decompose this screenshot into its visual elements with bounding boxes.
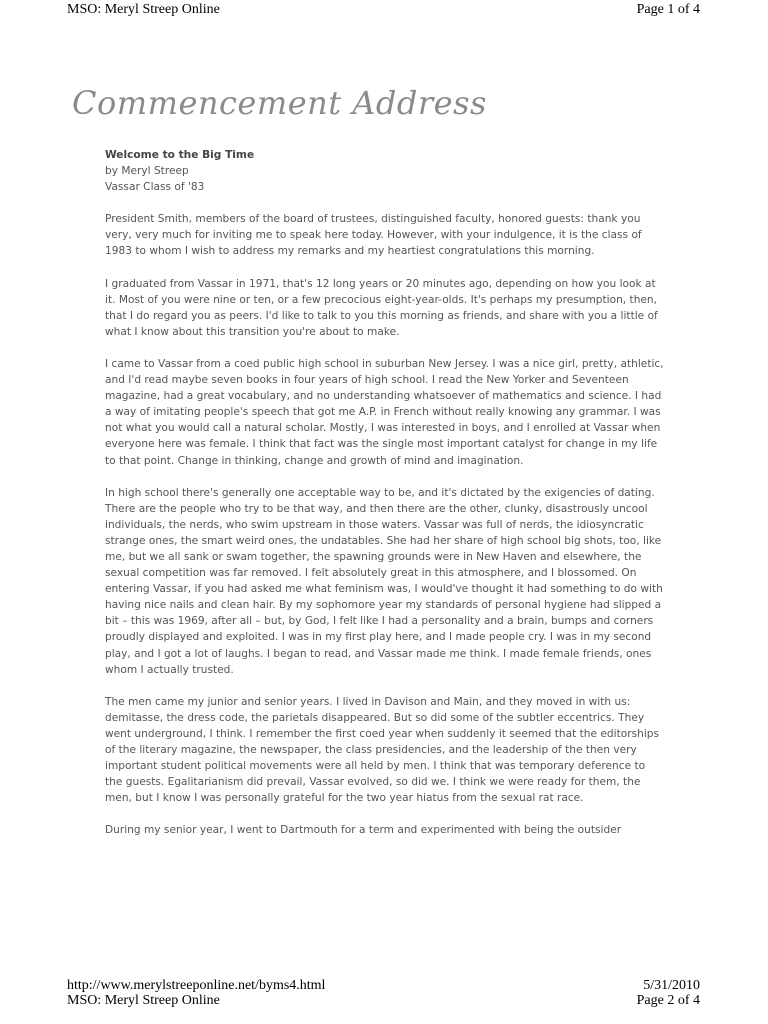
header-page-number: Page 1 of 4 [636, 2, 700, 17]
article-class-line: Vassar Class of '83 [105, 181, 205, 194]
footer-url-link[interactable]: http://www.merylstreeponline.net/byms4.html [67, 978, 326, 993]
footer-row-current [67, 978, 700, 993]
header-site-name: MSO: Meryl Streep Online [67, 2, 220, 17]
article-title: Welcome to the Big Time [105, 149, 255, 161]
footer-date: 5/31/2010 [643, 978, 700, 993]
footer-next-page-number: Page 2 of 4 [636, 993, 700, 1008]
print-header [67, 2, 700, 18]
paragraph-2: I graduated from Vassar in 1971, that's 12 long years or 20 minutes ago, depending on how you look at it. Most of you were nine or ten, or a few precocious eight-year-olds. It's perhaps my presumption, then, that I do regard you as peers. I'd like to talk to you this morning as friends, and share with you a little of what I know about this transition you're about to make. [105, 277, 658, 338]
footer-next-site-name: MSO: Meryl Streep Online [67, 993, 220, 1008]
paragraph-5: The men came my junior and senior years. I lived in Davison and Main, and they moved in with us: demitasse, the dress code, the parietals disappeared. But so did some of the subtler eccentrics. They went underground, I think. I remember the first coed year when suddenly it seemed that the editorships of the literary magazine, the newspaper, the class presidencies, and the leadership of the then very important student political movements were all held by men. I think that was temporary deference to the guests. Egalitarianism did prevail, Vassar evolved, so did we. I think we were ready for them, the men, but I know I was personally grateful for the two year hiatus from the sexual rat race. [105, 695, 660, 805]
article-heading [105, 147, 665, 195]
article-body [105, 147, 665, 838]
page-title: Commencement Address [72, 84, 487, 122]
paragraph-6: During my senior year, I went to Dartmouth for a term and experimented with being the outsider [105, 824, 622, 837]
article-byline: by Meryl Streep [105, 165, 189, 178]
paragraph-1: President Smith, members of the board of trustees, distinguished faculty, honored guests: thank you very, very much for inviting me to speak here today. However, with your indulgence, it is the class of 1983 to whom I wish to address my remarks and my heartiest congratulations this morning. [105, 213, 642, 258]
paragraph-4: In high school there's generally one acceptable way to be, and it's dictated by the exigencies of dating. There are the people who try to be that way, and then there are the other, clunky, disastrously uncool individuals, the nerds, who swim upstream in those waters. Vassar was full of nerds, the idiosyncratic strange ones, the smart weird ones, the undatables. She had her share of high school big shots, too, like me, but we all sank or swam together, the spawning grounds were in New Haven and elsewhere, the sexual competition was far removed. I felt absolutely great in this atmosphere, and I blossomed. On entering Vassar, if you had asked me what feminism was, I would've thought it had something to do with having nice nails and clean hair. By my sophomore year my standards of personal hygiene had slipped a bit – this was 1969, after all – but, by God, I felt like I had a personality and a brain, bumps and corners proudly displayed and exploited. I was in my first play here, and I made people cry. I was in my second play, and I got a lot of laughs. I began to read, and Vassar made me think. I made female friends, ones whom I actually trusted. [105, 486, 663, 676]
paragraph-3: I came to Vassar from a coed public high school in suburban New Jersey. I was a nice girl, pretty, athletic, and I'd read maybe seven books in four years of high school. I read the New Yorker and Seventeen magazine, had a great vocabulary, and no understanding whatsoever of mathematics and science. I had a way of imitating people's speech that got me A.P. in French without really knowing any grammar. I was not what you would call a natural scholar. Mostly, I was interested in boys, and I enrolled at Vassar when everyone here was female. I think that fact was the single most important catalyst for change in my life to that point. Change in thinking, change and growth of mind and imagination. [105, 357, 664, 467]
print-footer [67, 978, 700, 1008]
footer-row-next [67, 993, 700, 1008]
